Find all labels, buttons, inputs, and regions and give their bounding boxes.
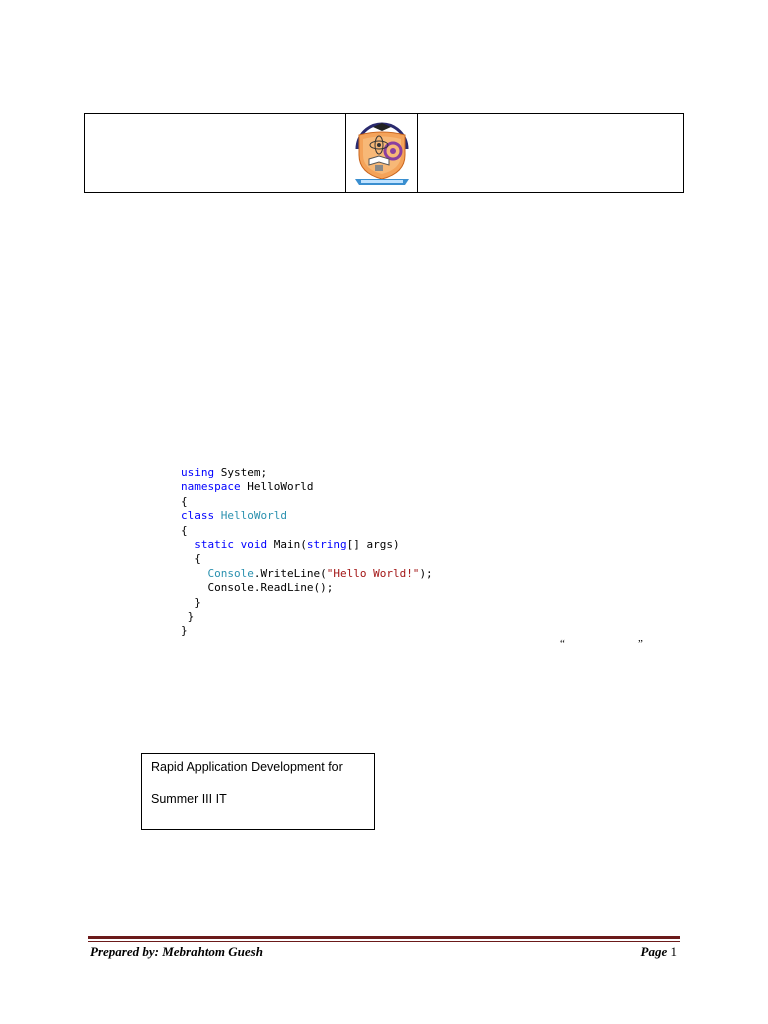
footer-prepared-by: Prepared by: Mebrahtom Guesh (90, 944, 263, 959)
header-cell-left (85, 114, 346, 192)
code-token (181, 567, 208, 580)
header-cell-logo (346, 114, 418, 192)
footer-rule-thin (88, 941, 680, 942)
open-quote: “ (560, 638, 565, 650)
code-line (181, 596, 201, 609)
code-token: System; (214, 466, 268, 479)
code-token: Console.ReadLine(); (181, 581, 334, 595)
code-line (181, 509, 287, 522)
code-line (181, 524, 188, 537)
code-token (234, 538, 241, 551)
code-token: HelloWorld (240, 480, 314, 494)
code-token: } (181, 595, 201, 609)
code-token: "Hello World!" (326, 566, 420, 580)
code-token: .WriteLine( (253, 566, 327, 580)
code-token: namespace (181, 480, 241, 494)
code-token: { (181, 494, 188, 508)
code-line (181, 610, 194, 623)
code-line (181, 581, 333, 594)
code-line (181, 466, 267, 479)
code-line (181, 552, 201, 565)
course-audience: Summer III IT (151, 792, 227, 806)
code-token: [] args) (346, 538, 400, 552)
code-listing (181, 466, 433, 639)
code-line (181, 624, 188, 637)
code-token: } (181, 610, 195, 624)
header-cell-right (418, 114, 683, 192)
page-label: Page (640, 944, 668, 959)
page-number: 1 (670, 944, 677, 959)
close-quote: ” (638, 638, 643, 650)
code-token: static (194, 538, 234, 552)
code-line (181, 538, 400, 551)
course-title: Rapid Application Development for (151, 760, 343, 774)
code-token: class (181, 509, 215, 523)
course-title-box (141, 753, 375, 830)
code-token: { (181, 523, 188, 537)
code-token: ); (419, 566, 433, 580)
code-line (181, 480, 313, 493)
code-line (181, 567, 433, 580)
university-seal-icon (349, 115, 415, 191)
code-token: } (181, 624, 188, 638)
code-token: Console (207, 566, 254, 580)
code-token: using (181, 466, 215, 479)
footer-rule (88, 936, 680, 939)
code-token: Main( (267, 538, 307, 552)
footer-page-number (641, 944, 677, 960)
code-token: HelloWorld (220, 509, 287, 523)
code-token: { (181, 552, 201, 566)
code-token (181, 538, 194, 551)
code-token (214, 509, 221, 522)
code-token: string (306, 538, 347, 552)
code-token: void (240, 538, 268, 552)
code-line (181, 495, 188, 508)
header-table (84, 113, 684, 193)
